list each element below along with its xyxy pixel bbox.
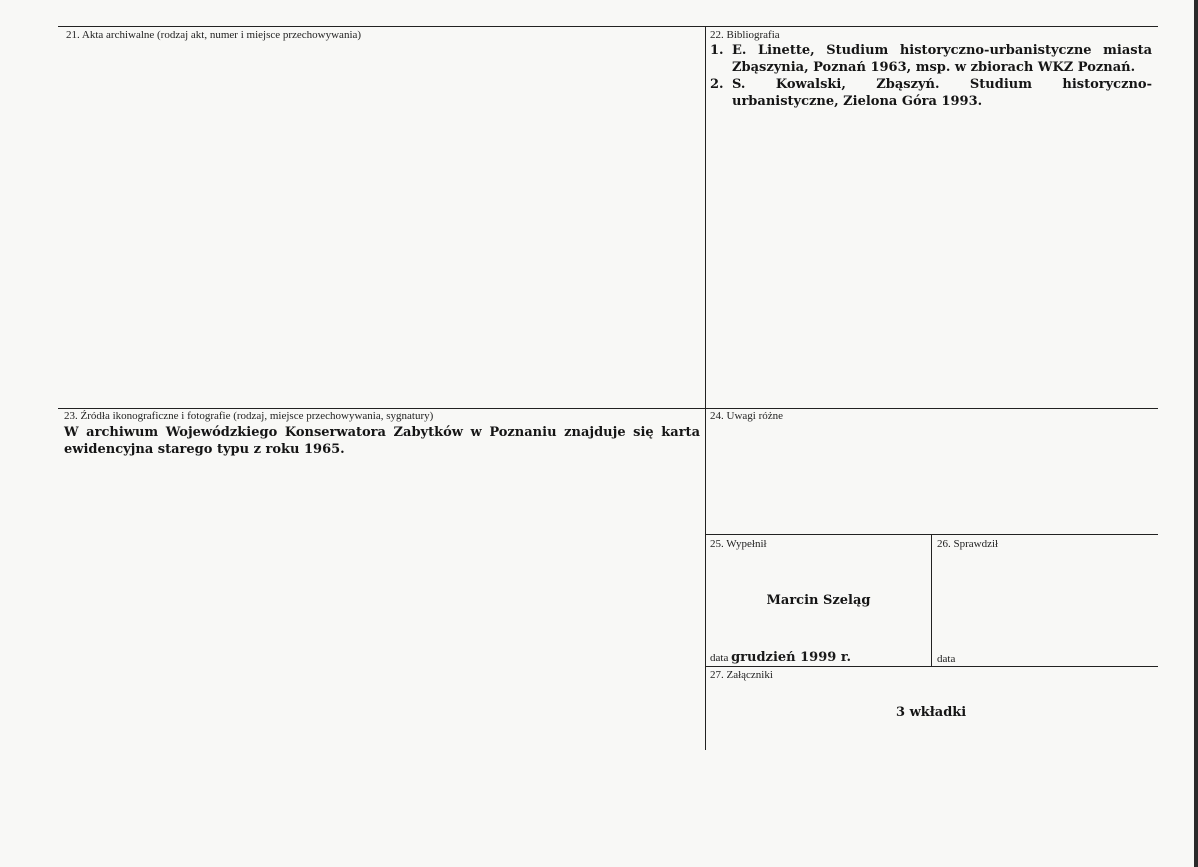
section-21-label: 21. Akta archiwalne (rodzaj akt, numer i miejsce przechowywania) bbox=[66, 29, 362, 41]
section-27-top-line bbox=[705, 666, 1158, 667]
bibliography-item bbox=[710, 76, 1152, 110]
center-divider-line bbox=[705, 26, 706, 750]
date-label: data bbox=[710, 652, 729, 664]
middle-border-line bbox=[58, 408, 1158, 409]
top-border-line bbox=[58, 26, 1158, 27]
date-label: data bbox=[937, 653, 956, 665]
section-23-label: 23. Źródła ikonograficzne i fotografie (rodzaj, miejsce przechowywania, sygnatury) bbox=[64, 410, 434, 422]
bibliography-item-text: S. Kowalski, Zbąszyń. Studium historyczno-urbanistyczne, Zielona Góra 1993. bbox=[732, 77, 1152, 109]
iconographic-sources-text: W archiwum Wojewódzkiego Konserwatora Zabytków w Poznaniu znajduje się karta ewidencyjna starego typu z roku 1965. bbox=[64, 425, 700, 457]
section-25-26-divider-line bbox=[931, 534, 932, 667]
bibliography-item-text: E. Linette, Studium historyczno-urbanistyczne miasta Zbąszynia, Poznań 1963, msp. w zbiorach WKZ Poznań. bbox=[732, 43, 1152, 75]
bibliography-list bbox=[710, 42, 1152, 110]
filled-by-name: Marcin Szeląg bbox=[766, 593, 871, 608]
section-25-date-row bbox=[710, 650, 851, 665]
filled-date-value: grudzień 1999 r. bbox=[731, 650, 852, 665]
section-24-label: 24. Uwagi różne bbox=[710, 410, 784, 422]
attachments-value: 3 wkładki bbox=[896, 705, 967, 720]
section-26-date-row bbox=[937, 653, 955, 665]
section-22-label: 22. Bibliografia bbox=[710, 29, 780, 41]
bibliography-item bbox=[710, 42, 1152, 76]
section-26-label: 26. Sprawdził bbox=[937, 538, 999, 550]
bibliography-item-number: 1. bbox=[710, 43, 724, 58]
bibliography-item-number: 2. bbox=[710, 77, 724, 92]
section-25-label: 25. Wypełnił bbox=[710, 538, 767, 550]
section-27-label: 27. Załączniki bbox=[710, 669, 773, 681]
